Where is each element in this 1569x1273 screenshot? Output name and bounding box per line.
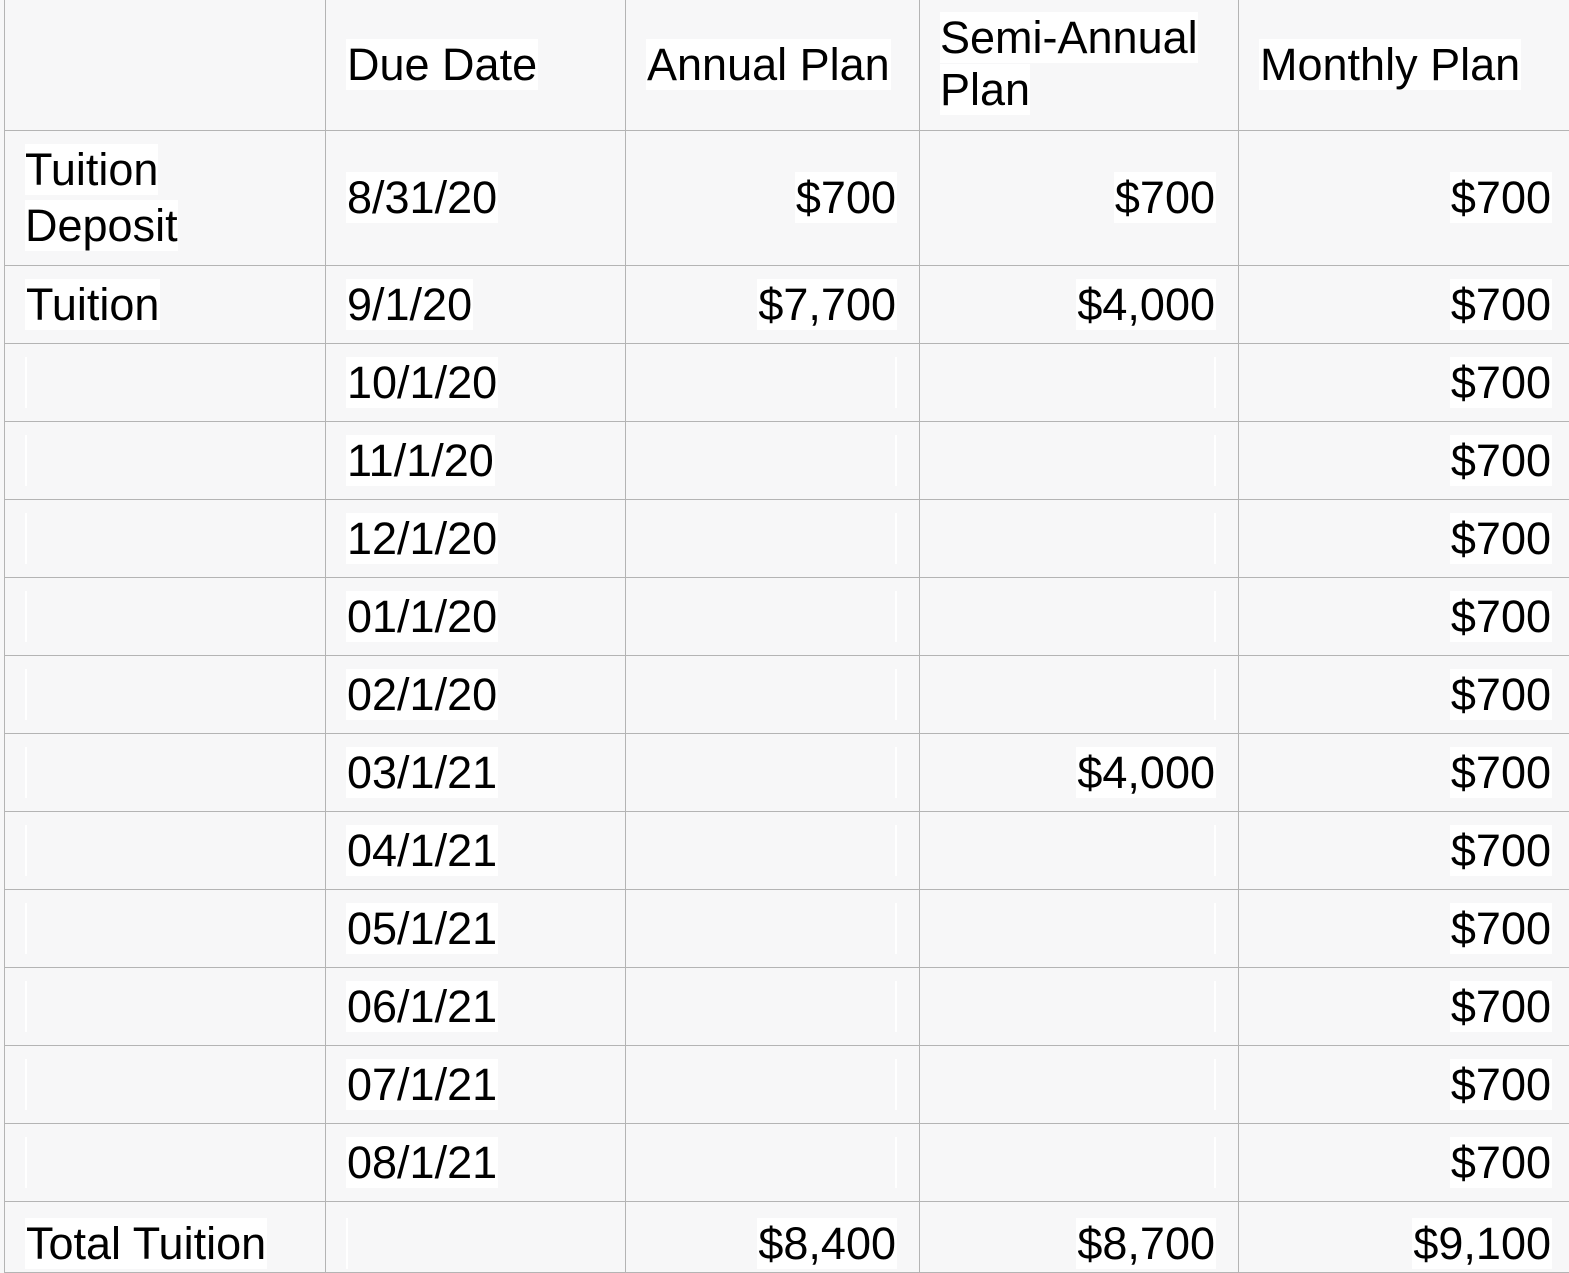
semi-annual-amount-cell: [920, 734, 1239, 812]
annual-amount: $7,700: [757, 279, 897, 330]
monthly-amount: $700: [1450, 669, 1552, 720]
header-semi-annual-plan: [940, 12, 1220, 116]
monthly-amount: $700: [1450, 172, 1552, 223]
row-label-cell: [5, 734, 326, 812]
annual-amount: [895, 747, 897, 798]
monthly-amount-cell: [1239, 266, 1569, 344]
monthly-amount: $700: [1450, 591, 1552, 642]
due-date: 08/1/21: [346, 1137, 498, 1188]
due-date-cell: [326, 422, 626, 500]
annual-amount: [895, 825, 897, 876]
monthly-amount-cell: [1239, 578, 1569, 656]
annual-amount-cell: [626, 1124, 920, 1202]
row-label: [25, 1137, 27, 1188]
semi-annual-amount: [1214, 1137, 1216, 1188]
semi-annual-amount-cell: [920, 344, 1239, 422]
monthly-amount-cell: [1239, 422, 1569, 500]
total-label: Total Tuition: [25, 1218, 267, 1269]
due-date-cell: [326, 968, 626, 1046]
monthly-amount-cell: [1239, 344, 1569, 422]
header-cell-label: [5, 0, 326, 131]
due-date-cell: [326, 578, 626, 656]
monthly-amount: $700: [1450, 357, 1552, 408]
semi-annual-amount-cell: [920, 1124, 1239, 1202]
monthly-amount-cell: [1239, 968, 1569, 1046]
annual-amount: [895, 357, 897, 408]
monthly-total: $9,100: [1412, 1218, 1552, 1269]
annual-amount: [895, 1059, 897, 1110]
row-label: [25, 591, 27, 642]
semi-annual-amount: [1214, 435, 1216, 486]
row-label-cell: [5, 500, 326, 578]
due-date: 05/1/21: [346, 903, 498, 954]
semi-annual-amount-cell: [920, 656, 1239, 734]
table-body: [5, 0, 1569, 1273]
monthly-amount: $700: [1450, 435, 1552, 486]
due-date: 02/1/20: [346, 669, 498, 720]
semi-annual-amount-cell: [920, 1046, 1239, 1124]
table-row: [5, 500, 1569, 578]
header-cell-semi-annual: [920, 0, 1239, 131]
row-label: [25, 435, 27, 486]
monthly-amount: $700: [1450, 1137, 1552, 1188]
annual-amount-cell: [626, 656, 920, 734]
annual-amount: [895, 435, 897, 486]
row-label: [25, 513, 27, 564]
semi-annual-total-cell: [920, 1202, 1239, 1273]
table-row: [5, 656, 1569, 734]
due-date: 01/1/20: [346, 591, 498, 642]
semi-annual-amount: $4,000: [1076, 279, 1216, 330]
deposit-label-line1: Tuition: [25, 144, 158, 195]
due-date: [346, 1218, 348, 1269]
annual-amount-cell: [626, 968, 920, 1046]
header-cell-monthly: [1239, 0, 1569, 131]
semi-annual-amount-cell: [920, 578, 1239, 656]
row-label: [25, 903, 27, 954]
annual-amount-cell: [626, 812, 920, 890]
due-date: 07/1/21: [346, 1059, 498, 1110]
table-row-total: [5, 1202, 1569, 1273]
header-semi-line2: Plan: [940, 64, 1030, 115]
due-date: 03/1/21: [346, 747, 498, 798]
due-date-cell: [326, 890, 626, 968]
due-date-cell: [326, 500, 626, 578]
row-label: [25, 981, 27, 1032]
annual-total-cell: [626, 1202, 920, 1273]
row-label: Tuition: [25, 279, 160, 330]
due-date-cell: [326, 1202, 626, 1273]
row-label-cell: [5, 131, 326, 266]
row-label-cell: [5, 578, 326, 656]
row-label-cell: [5, 812, 326, 890]
due-date-cell: [326, 1046, 626, 1124]
table-row: [5, 968, 1569, 1046]
semi-annual-amount: [1214, 903, 1216, 954]
annual-amount-cell: [626, 266, 920, 344]
row-label-cell: [5, 968, 326, 1046]
table-row: [5, 1124, 1569, 1202]
table-row: [5, 266, 1569, 344]
semi-annual-total: $8,700: [1076, 1218, 1216, 1269]
row-label: [25, 1059, 27, 1110]
semi-annual-amount: [1214, 669, 1216, 720]
due-date: 06/1/21: [346, 981, 498, 1032]
due-date: 11/1/20: [346, 435, 495, 486]
row-label: [25, 357, 27, 408]
row-label-cell: [5, 266, 326, 344]
due-date: 04/1/21: [346, 825, 498, 876]
due-date: 12/1/20: [346, 513, 498, 564]
header-annual-plan: Annual Plan: [646, 39, 891, 90]
monthly-amount-cell: [1239, 734, 1569, 812]
header-monthly-plan: Monthly Plan: [1259, 39, 1521, 90]
table-row: [5, 344, 1569, 422]
table-row: [5, 422, 1569, 500]
monthly-amount: $700: [1450, 1059, 1552, 1110]
semi-annual-amount-cell: [920, 968, 1239, 1046]
monthly-amount: $700: [1450, 981, 1552, 1032]
row-label: [25, 747, 27, 798]
semi-annual-amount: $4,000: [1076, 747, 1216, 798]
deposit-label-line2: Deposit: [25, 200, 178, 251]
table-row: [5, 890, 1569, 968]
row-label-cell: [5, 656, 326, 734]
annual-amount-cell: [626, 1046, 920, 1124]
annual-amount-cell: [626, 890, 920, 968]
annual-amount-cell: [626, 578, 920, 656]
row-label: [25, 669, 27, 720]
due-date-cell: [326, 1124, 626, 1202]
monthly-amount: $700: [1450, 513, 1552, 564]
row-label-cell: [5, 344, 326, 422]
monthly-amount-cell: [1239, 131, 1569, 266]
table-row: [5, 1046, 1569, 1124]
row-label-cell: [5, 1202, 326, 1273]
annual-amount-cell: [626, 131, 920, 266]
due-date: 8/31/20: [346, 172, 498, 223]
header-cell-due-date: [326, 0, 626, 131]
row-label: [25, 142, 178, 254]
table-row: [5, 734, 1569, 812]
monthly-amount-cell: [1239, 812, 1569, 890]
semi-annual-amount: $700: [1114, 172, 1216, 223]
table-row-deposit: [5, 131, 1569, 266]
monthly-amount: $700: [1450, 903, 1552, 954]
annual-amount-cell: [626, 734, 920, 812]
header-semi-line1: Semi-Annual: [940, 12, 1198, 63]
row-label-cell: [5, 422, 326, 500]
annual-amount: [895, 513, 897, 564]
due-date: 10/1/20: [346, 357, 498, 408]
semi-annual-amount-cell: [920, 422, 1239, 500]
monthly-amount: $700: [1450, 747, 1552, 798]
row-label-cell: [5, 1046, 326, 1124]
annual-amount: [895, 903, 897, 954]
semi-annual-amount-cell: [920, 131, 1239, 266]
annual-amount: [895, 1137, 897, 1188]
due-date-cell: [326, 734, 626, 812]
semi-annual-amount-cell: [920, 500, 1239, 578]
table-row: [5, 578, 1569, 656]
monthly-amount: $700: [1450, 825, 1552, 876]
monthly-amount-cell: [1239, 1046, 1569, 1124]
row-label-cell: [5, 890, 326, 968]
header-due-date: Due Date: [346, 39, 538, 90]
annual-amount: [895, 591, 897, 642]
monthly-amount-cell: [1239, 890, 1569, 968]
semi-annual-amount-cell: [920, 266, 1239, 344]
header-cell-annual: [626, 0, 920, 131]
semi-annual-amount-cell: [920, 812, 1239, 890]
semi-annual-amount: [1214, 1059, 1216, 1110]
monthly-amount-cell: [1239, 500, 1569, 578]
row-label: [25, 825, 27, 876]
annual-amount-cell: [626, 500, 920, 578]
monthly-total-cell: [1239, 1202, 1569, 1273]
table-row: [5, 812, 1569, 890]
tuition-payment-table: [4, 0, 1569, 1273]
due-date-cell: [326, 131, 626, 266]
annual-total: $8,400: [757, 1218, 897, 1269]
semi-annual-amount: [1214, 981, 1216, 1032]
due-date: 9/1/20: [346, 279, 473, 330]
monthly-amount-cell: [1239, 1124, 1569, 1202]
monthly-amount-cell: [1239, 656, 1569, 734]
semi-annual-amount: [1214, 357, 1216, 408]
annual-amount-cell: [626, 344, 920, 422]
semi-annual-amount: [1214, 591, 1216, 642]
semi-annual-amount-cell: [920, 890, 1239, 968]
due-date-cell: [326, 344, 626, 422]
header-row: [5, 0, 1569, 131]
annual-amount: $700: [795, 172, 897, 223]
due-date-cell: [326, 656, 626, 734]
annual-amount: [895, 981, 897, 1032]
row-label-cell: [5, 1124, 326, 1202]
annual-amount: [895, 669, 897, 720]
monthly-amount: $700: [1450, 279, 1552, 330]
semi-annual-amount: [1214, 825, 1216, 876]
annual-amount-cell: [626, 422, 920, 500]
semi-annual-amount: [1214, 513, 1216, 564]
due-date-cell: [326, 266, 626, 344]
due-date-cell: [326, 812, 626, 890]
